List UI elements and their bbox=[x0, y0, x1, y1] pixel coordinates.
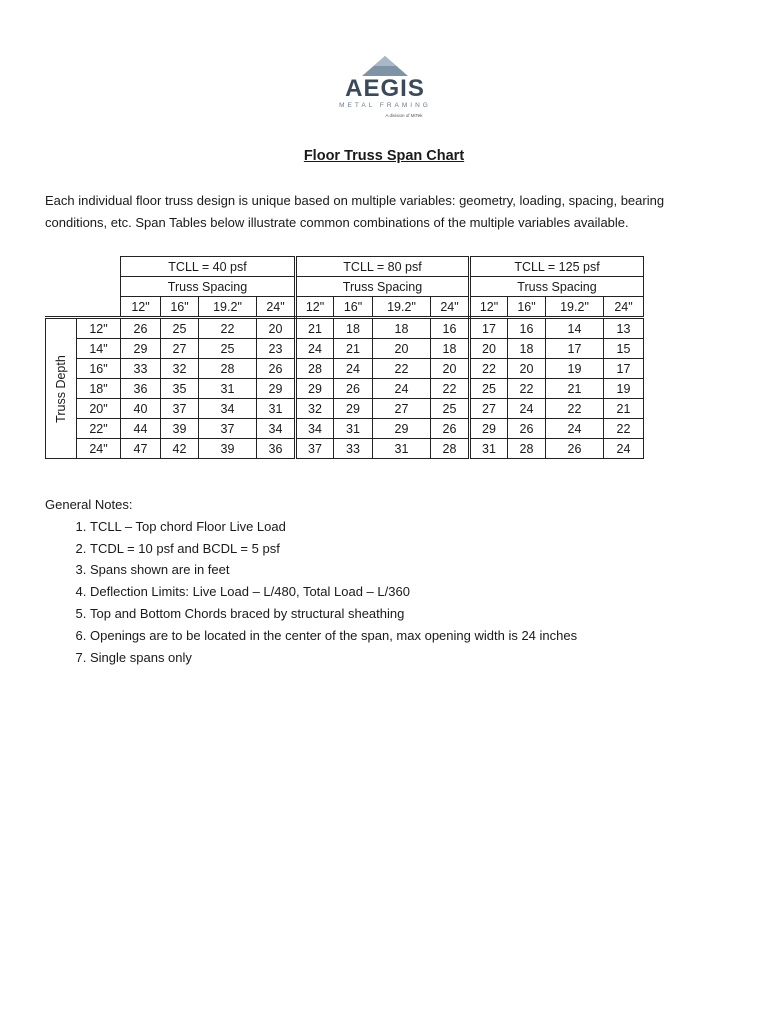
span-value-cell: 28 bbox=[199, 359, 257, 379]
span-value-cell: 21 bbox=[296, 318, 334, 339]
general-notes bbox=[45, 494, 577, 668]
truss-depth-label: Truss Depth bbox=[54, 354, 68, 423]
note-item: 4. Deflection Limits: Live Load – L/480, Total Load – L/360 bbox=[90, 581, 577, 603]
notes-list bbox=[45, 516, 577, 669]
span-value-cell: 19 bbox=[604, 379, 644, 399]
span-value-cell: 47 bbox=[121, 439, 161, 459]
span-value-cell: 24 bbox=[296, 339, 334, 359]
span-value-cell: 37 bbox=[296, 439, 334, 459]
span-value-cell: 42 bbox=[161, 439, 199, 459]
span-value-cell: 20 bbox=[257, 318, 296, 339]
span-value-cell: 40 bbox=[121, 399, 161, 419]
span-value-cell: 29 bbox=[373, 419, 431, 439]
note-item: 1. TCLL – Top chord Floor Live Load bbox=[90, 516, 577, 538]
spacing-group-header: Truss Spacing bbox=[470, 277, 644, 297]
header-row-load bbox=[46, 257, 644, 277]
span-value-cell: 18 bbox=[431, 339, 470, 359]
span-value-cell: 36 bbox=[121, 379, 161, 399]
span-value-cell: 37 bbox=[161, 399, 199, 419]
span-value-cell: 22 bbox=[373, 359, 431, 379]
span-value-cell: 31 bbox=[199, 379, 257, 399]
span-value-cell: 33 bbox=[121, 359, 161, 379]
notes-heading: General Notes: bbox=[45, 497, 133, 512]
span-value-cell: 37 bbox=[199, 419, 257, 439]
span-value-cell: 27 bbox=[470, 399, 508, 419]
span-value-cell: 18 bbox=[508, 339, 546, 359]
intro-paragraph: Each individual floor truss design is unique based on multiple variables: geometry, loading, spacing, bearing conditions, etc. Span Tables below illustrate common combinations of the multiple variables available. bbox=[45, 193, 665, 230]
page-title: Floor Truss Span Chart bbox=[303, 148, 465, 164]
span-value-cell: 25 bbox=[199, 339, 257, 359]
load-group-header: TCLL = 80 psf bbox=[296, 257, 470, 277]
span-value-cell: 39 bbox=[161, 419, 199, 439]
depth-cell: 14" bbox=[77, 339, 121, 359]
note-item: 5. Top and Bottom Chords braced by structural sheathing bbox=[90, 603, 577, 625]
table-row bbox=[46, 439, 644, 459]
span-table bbox=[45, 256, 644, 459]
span-value-cell: 34 bbox=[257, 419, 296, 439]
span-value-cell: 44 bbox=[121, 419, 161, 439]
blank-corner bbox=[46, 297, 121, 318]
span-value-cell: 25 bbox=[431, 399, 470, 419]
span-value-cell: 31 bbox=[470, 439, 508, 459]
spacing-header-cell: 24" bbox=[604, 297, 644, 318]
span-value-cell: 20 bbox=[470, 339, 508, 359]
span-table-wrapper bbox=[45, 256, 644, 459]
span-value-cell: 32 bbox=[296, 399, 334, 419]
span-value-cell: 31 bbox=[334, 419, 373, 439]
load-group-header: TCLL = 40 psf bbox=[121, 257, 296, 277]
spacing-header-cell: 19.2" bbox=[199, 297, 257, 318]
spacing-header-cell: 12" bbox=[296, 297, 334, 318]
note-item: 6. Openings are to be located in the center of the span, max opening width is 24 inches bbox=[90, 625, 577, 647]
span-value-cell: 34 bbox=[296, 419, 334, 439]
span-value-cell: 20 bbox=[373, 339, 431, 359]
span-value-cell: 31 bbox=[257, 399, 296, 419]
depth-cell: 16" bbox=[77, 359, 121, 379]
span-value-cell: 36 bbox=[257, 439, 296, 459]
table-row bbox=[46, 318, 644, 339]
span-value-cell: 22 bbox=[546, 399, 604, 419]
logo-brand: AEGIS bbox=[345, 75, 425, 102]
table-row bbox=[46, 419, 644, 439]
spacing-group-header: Truss Spacing bbox=[121, 277, 296, 297]
span-value-cell: 14 bbox=[546, 318, 604, 339]
blank-corner bbox=[46, 257, 121, 277]
header-row-spacings bbox=[46, 297, 644, 318]
span-value-cell: 13 bbox=[604, 318, 644, 339]
truss-depth-label-cell bbox=[46, 318, 77, 459]
header-row-spacing-title bbox=[46, 277, 644, 297]
span-value-cell: 21 bbox=[546, 379, 604, 399]
span-value-cell: 22 bbox=[470, 359, 508, 379]
span-value-cell: 21 bbox=[604, 399, 644, 419]
span-value-cell: 34 bbox=[199, 399, 257, 419]
logo-subline: A division of MiTek bbox=[385, 113, 423, 118]
span-value-cell: 17 bbox=[470, 318, 508, 339]
span-value-cell: 21 bbox=[334, 339, 373, 359]
span-value-cell: 26 bbox=[431, 419, 470, 439]
span-value-cell: 18 bbox=[373, 318, 431, 339]
span-value-cell: 24 bbox=[373, 379, 431, 399]
span-value-cell: 31 bbox=[373, 439, 431, 459]
spacing-group-header: Truss Spacing bbox=[296, 277, 470, 297]
span-value-cell: 24 bbox=[334, 359, 373, 379]
span-value-cell: 25 bbox=[161, 318, 199, 339]
span-value-cell: 20 bbox=[508, 359, 546, 379]
span-value-cell: 26 bbox=[546, 439, 604, 459]
logo-tagline: METAL FRAMING bbox=[339, 102, 431, 109]
span-value-cell: 26 bbox=[257, 359, 296, 379]
note-item: 3. Spans shown are in feet bbox=[90, 559, 577, 581]
span-value-cell: 26 bbox=[121, 318, 161, 339]
span-value-cell: 28 bbox=[296, 359, 334, 379]
spacing-header-cell: 12" bbox=[121, 297, 161, 318]
span-value-cell: 16 bbox=[508, 318, 546, 339]
span-value-cell: 17 bbox=[546, 339, 604, 359]
span-value-cell: 22 bbox=[508, 379, 546, 399]
spacing-header-cell: 16" bbox=[334, 297, 373, 318]
note-item: 2. TCDL = 10 psf and BCDL = 5 psf bbox=[90, 538, 577, 560]
span-value-cell: 29 bbox=[296, 379, 334, 399]
span-value-cell: 24 bbox=[508, 399, 546, 419]
span-value-cell: 22 bbox=[199, 318, 257, 339]
table-row bbox=[46, 339, 644, 359]
depth-cell: 12" bbox=[77, 318, 121, 339]
span-value-cell: 33 bbox=[334, 439, 373, 459]
span-value-cell: 16 bbox=[431, 318, 470, 339]
aegis-logo bbox=[326, 52, 444, 122]
table-row bbox=[46, 379, 644, 399]
spacing-header-cell: 16" bbox=[161, 297, 199, 318]
span-value-cell: 22 bbox=[431, 379, 470, 399]
span-value-cell: 26 bbox=[508, 419, 546, 439]
span-value-cell: 27 bbox=[373, 399, 431, 419]
span-value-cell: 29 bbox=[121, 339, 161, 359]
span-value-cell: 24 bbox=[604, 439, 644, 459]
span-value-cell: 28 bbox=[431, 439, 470, 459]
depth-cell: 24" bbox=[77, 439, 121, 459]
span-value-cell: 35 bbox=[161, 379, 199, 399]
span-value-cell: 32 bbox=[161, 359, 199, 379]
span-value-cell: 19 bbox=[546, 359, 604, 379]
table-row bbox=[46, 399, 644, 419]
span-value-cell: 23 bbox=[257, 339, 296, 359]
spacing-header-cell: 24" bbox=[431, 297, 470, 318]
span-value-cell: 17 bbox=[604, 359, 644, 379]
spacing-header-cell: 12" bbox=[470, 297, 508, 318]
spacing-header-cell: 24" bbox=[257, 297, 296, 318]
span-value-cell: 18 bbox=[334, 318, 373, 339]
load-group-header: TCLL = 125 psf bbox=[470, 257, 644, 277]
depth-cell: 18" bbox=[77, 379, 121, 399]
depth-cell: 22" bbox=[77, 419, 121, 439]
spacing-header-cell: 19.2" bbox=[546, 297, 604, 318]
span-value-cell: 28 bbox=[508, 439, 546, 459]
span-value-cell: 29 bbox=[470, 419, 508, 439]
span-value-cell: 29 bbox=[257, 379, 296, 399]
span-value-cell: 27 bbox=[161, 339, 199, 359]
table-row bbox=[46, 359, 644, 379]
span-value-cell: 29 bbox=[334, 399, 373, 419]
depth-cell: 20" bbox=[77, 399, 121, 419]
span-value-cell: 39 bbox=[199, 439, 257, 459]
note-item: 7. Single spans only bbox=[90, 647, 577, 669]
span-value-cell: 20 bbox=[431, 359, 470, 379]
spacing-header-cell: 16" bbox=[508, 297, 546, 318]
spacing-header-cell: 19.2" bbox=[373, 297, 431, 318]
blank-corner bbox=[46, 277, 121, 297]
span-value-cell: 25 bbox=[470, 379, 508, 399]
span-value-cell: 24 bbox=[546, 419, 604, 439]
span-value-cell: 22 bbox=[604, 419, 644, 439]
span-value-cell: 15 bbox=[604, 339, 644, 359]
span-value-cell: 26 bbox=[334, 379, 373, 399]
